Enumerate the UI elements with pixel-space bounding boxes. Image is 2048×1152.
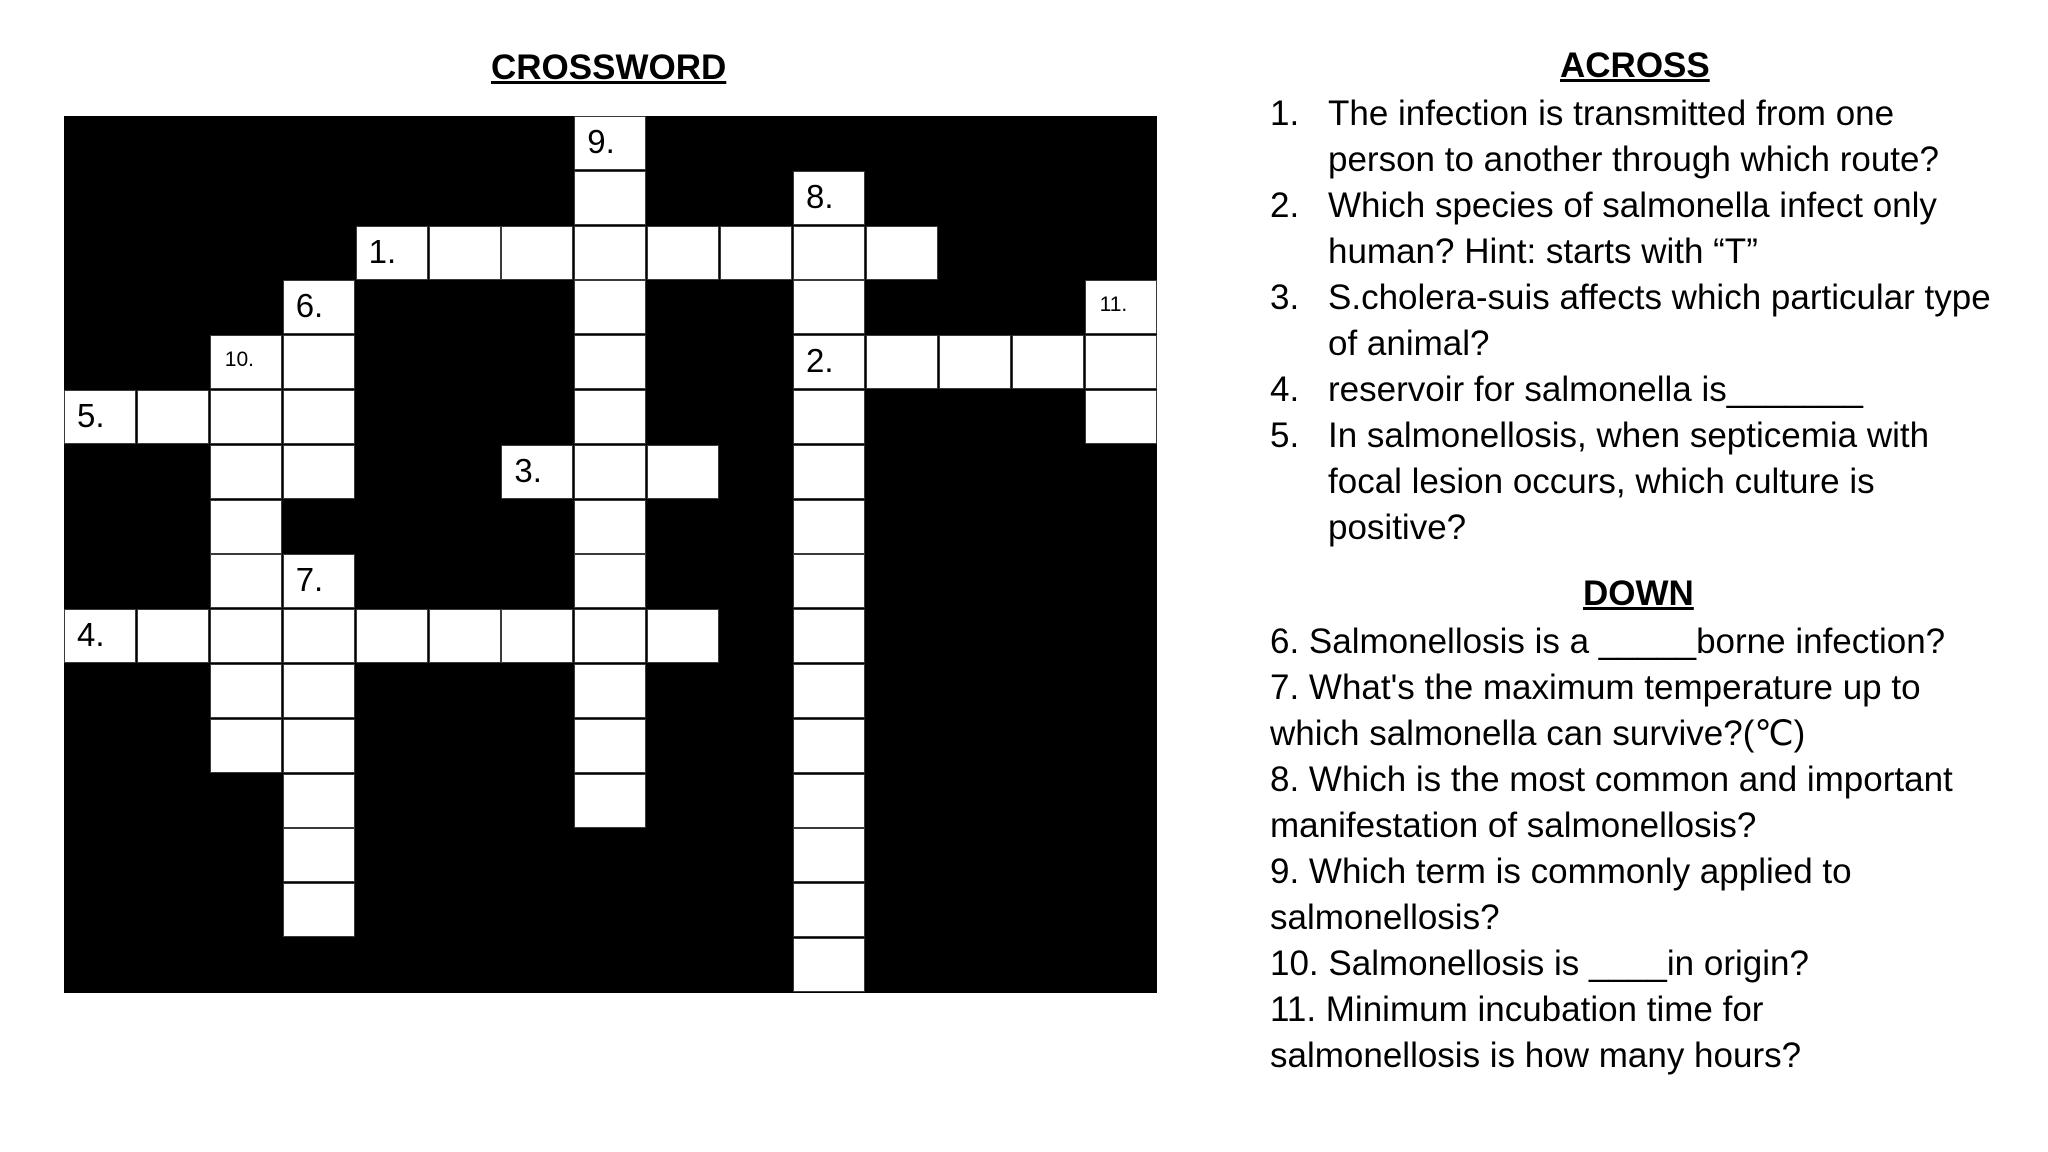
- crossword-cell[interactable]: [793, 226, 865, 280]
- crossword-cell[interactable]: [137, 609, 209, 663]
- across-clue: [1270, 275, 2010, 367]
- crossword-cell[interactable]: [210, 664, 282, 718]
- across-clue-text: In salmonellosis, when septicemia with focal lesion occurs, which culture is positive?: [1328, 416, 1930, 547]
- down-heading: DOWN: [1583, 574, 1694, 613]
- crossword-cell[interactable]: [574, 280, 646, 334]
- crossword-cell[interactable]: [574, 774, 646, 828]
- crossword-cell[interactable]: [793, 171, 865, 225]
- crossword-cell[interactable]: [793, 883, 865, 937]
- crossword-cell[interactable]: [574, 335, 646, 389]
- down-clues: [1270, 619, 2010, 1079]
- crossword-cell[interactable]: [429, 609, 501, 663]
- down-clue-line: 6. Salmonellosis is a _____borne infection?: [1270, 622, 1946, 661]
- crossword-cell[interactable]: [283, 664, 355, 718]
- crossword-cell[interactable]: [283, 554, 355, 608]
- across-clue-number: 2.: [1270, 186, 1300, 225]
- crossword-cell[interactable]: [574, 171, 646, 225]
- crossword-cell[interactable]: [793, 609, 865, 663]
- down-clue-line: 10. Salmonellosis is ____in origin?: [1270, 944, 1809, 983]
- across-clue-text: Which species of salmonella infect only human? Hint: starts with “T”: [1328, 186, 1937, 271]
- crossword-cell[interactable]: [866, 226, 938, 280]
- crossword-cell[interactable]: [283, 445, 355, 499]
- crossword-cell[interactable]: [574, 390, 646, 444]
- crossword-cell[interactable]: [793, 500, 865, 554]
- clue-number: 4.: [77, 616, 105, 654]
- crossword-cell[interactable]: [283, 609, 355, 663]
- crossword-cell[interactable]: [793, 719, 865, 773]
- down-clue-line: which salmonella can survive?(℃): [1270, 714, 1806, 753]
- down-clue-line: salmonellosis?: [1270, 898, 1500, 937]
- down-clue-line: manifestation of salmonellosis?: [1270, 806, 1757, 845]
- crossword-cell[interactable]: [574, 500, 646, 554]
- across-clue-number: 3.: [1270, 278, 1300, 317]
- crossword-cell[interactable]: [1012, 335, 1084, 389]
- across-clues: [1270, 91, 2010, 551]
- down-clue-line: 9. Which term is commonly applied to: [1270, 852, 1852, 891]
- clue-number: 2.: [806, 342, 834, 380]
- crossword-cell[interactable]: [210, 445, 282, 499]
- down-clue-line: 7. What's the maximum temperature up to: [1270, 668, 1921, 707]
- crossword-cell[interactable]: [210, 390, 282, 444]
- crossword-cell[interactable]: [793, 390, 865, 444]
- across-clue: [1270, 367, 2010, 413]
- clue-number: 11.: [1099, 293, 1128, 317]
- crossword-cell[interactable]: [137, 390, 209, 444]
- crossword-cell[interactable]: [501, 445, 573, 499]
- crossword-cell[interactable]: [574, 554, 646, 608]
- crossword-cell[interactable]: [283, 280, 355, 334]
- crossword-cell[interactable]: [356, 226, 428, 280]
- crossword-cell[interactable]: [574, 116, 646, 170]
- crossword-cell[interactable]: [720, 226, 792, 280]
- clue-number: 3.: [514, 451, 542, 489]
- clue-number: 5.: [77, 397, 105, 434]
- crossword-title: CROSSWORD: [491, 48, 727, 87]
- crossword-cell[interactable]: [64, 390, 136, 444]
- crossword-cell[interactable]: [793, 335, 865, 389]
- across-heading: ACROSS: [1560, 46, 1710, 85]
- crossword-cell[interactable]: [574, 719, 646, 773]
- crossword-cell[interactable]: [793, 774, 865, 828]
- crossword-cell[interactable]: [283, 828, 355, 882]
- crossword-cell[interactable]: [283, 883, 355, 937]
- across-clue-number: 4.: [1270, 370, 1300, 409]
- crossword-cell[interactable]: [793, 554, 865, 608]
- crossword-cell[interactable]: [283, 335, 355, 389]
- across-clue: [1270, 183, 2010, 275]
- across-clue: [1270, 413, 2010, 551]
- across-clue-text: The infection is transmitted from one person to another through which route?: [1328, 94, 1939, 179]
- clue-number: 8.: [806, 177, 834, 215]
- crossword-cell[interactable]: [1085, 280, 1157, 334]
- crossword-cell[interactable]: [210, 554, 282, 608]
- crossword-cell[interactable]: [793, 664, 865, 718]
- crossword-cell[interactable]: [574, 664, 646, 718]
- crossword-cell[interactable]: [647, 609, 719, 663]
- crossword-cell[interactable]: [501, 609, 573, 663]
- down-clue-line: 11. Minimum incubation time for: [1270, 990, 1764, 1029]
- crossword-cell[interactable]: [574, 445, 646, 499]
- crossword-cell[interactable]: [429, 226, 501, 280]
- crossword-cell[interactable]: [1085, 335, 1157, 389]
- across-clue-text: reservoir for salmonella is_______: [1328, 370, 1863, 409]
- clue-number: 7.: [295, 561, 324, 599]
- clue-number: 10.: [224, 348, 254, 372]
- crossword-cell[interactable]: [793, 828, 865, 882]
- crossword-grid: [64, 116, 1157, 993]
- crossword-cell[interactable]: [793, 938, 865, 992]
- crossword-cell[interactable]: [647, 226, 719, 280]
- crossword-cell[interactable]: [210, 335, 282, 389]
- crossword-cell[interactable]: [793, 445, 865, 499]
- clue-number: 6.: [295, 287, 324, 325]
- across-clue: [1270, 91, 2010, 183]
- crossword-cell[interactable]: [939, 335, 1011, 389]
- crossword-cell[interactable]: [64, 609, 136, 663]
- across-clue-number: 1.: [1270, 94, 1300, 133]
- crossword-cell[interactable]: [866, 335, 938, 389]
- across-clue-text: S.cholera-suis affects which particular type of animal?: [1328, 278, 1991, 363]
- crossword-cell[interactable]: [210, 500, 282, 554]
- across-clue-number: 5.: [1270, 416, 1300, 455]
- clue-number: 9.: [587, 123, 615, 160]
- crossword-cell[interactable]: [283, 774, 355, 828]
- crossword-cell[interactable]: [283, 390, 355, 444]
- crossword-cell[interactable]: [356, 609, 428, 663]
- down-clue-line: 8. Which is the most common and important: [1270, 760, 1953, 799]
- crossword-cell[interactable]: [210, 609, 282, 663]
- clue-number: 1.: [368, 232, 397, 270]
- crossword-cell[interactable]: [574, 226, 646, 280]
- crossword-cell[interactable]: [647, 445, 719, 499]
- crossword-cell[interactable]: [574, 609, 646, 663]
- crossword-cell[interactable]: [501, 226, 573, 280]
- crossword-cell[interactable]: [793, 280, 865, 334]
- down-clue-line: salmonellosis is how many hours?: [1270, 1036, 1802, 1075]
- crossword-cell[interactable]: [210, 719, 282, 773]
- crossword-cell[interactable]: [1085, 390, 1157, 444]
- crossword-cell[interactable]: [283, 719, 355, 773]
